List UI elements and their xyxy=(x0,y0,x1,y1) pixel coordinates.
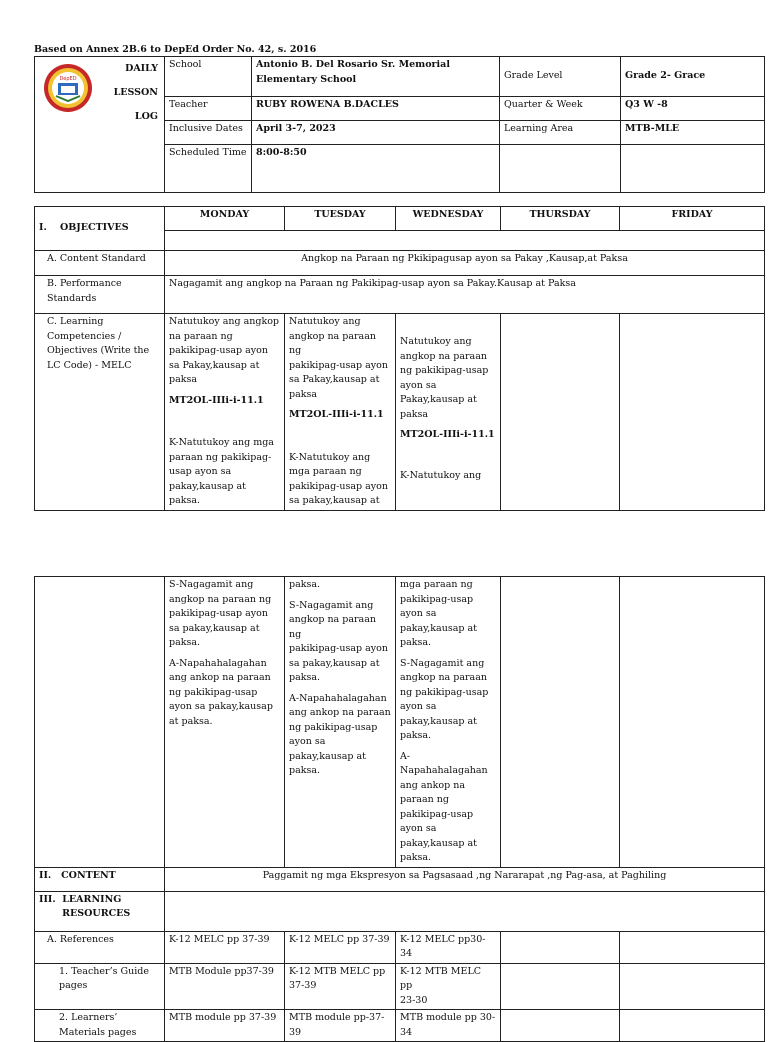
references-tuesday: K-12 MELC pp 37-39 xyxy=(285,931,396,963)
empty-row xyxy=(165,891,765,931)
tuesday-objectives-continued: paksa. S-Nagagamit ang angkop na paraan ng pakikipag-usap ayon sa pakay,kausap at paksa. A-Napahahalagahan ang ankop na paraan ng pakikipag-usap ayon sa pakay,kausap at paksa. xyxy=(285,577,396,868)
dates-value: April 3-7, 2023 xyxy=(252,121,500,145)
learners-materials-wednesday: MTB module pp 30- 34 xyxy=(396,1010,501,1042)
scheduled-time-label: Scheduled Time xyxy=(165,145,252,193)
teacher-value: RUBY ROWENA B.DACLES xyxy=(252,97,500,121)
lesson-continued-table xyxy=(34,576,765,1042)
daily-lesson-log-title: DAILY LESSON LOG xyxy=(113,63,158,122)
empty-cell xyxy=(501,963,620,1010)
empty-cell xyxy=(500,145,621,193)
empty-cell xyxy=(621,145,765,193)
content-standard-value: Angkop na Paraan ng Pkikipagusap ayon sa Pakay ,Kausap,at Paksa xyxy=(165,251,765,276)
day-header-thursday: THURSDAY xyxy=(501,207,620,231)
references-monday: K-12 MELC pp 37-39 xyxy=(165,931,285,963)
teachers-guide-label: 1. Teacher’s Guide pages xyxy=(35,963,165,1010)
day-header-monday: MONDAY xyxy=(165,207,285,231)
empty-cell xyxy=(35,577,165,868)
day-header-tuesday: TUESDAY xyxy=(285,207,396,231)
references-wednesday: K-12 MELC pp30-34 xyxy=(396,931,501,963)
logo-cell xyxy=(35,57,165,193)
empty-cell xyxy=(620,1010,765,1042)
objectives-table xyxy=(34,206,765,511)
learning-resources-label: III. LEARNING RESOURCES xyxy=(35,891,165,931)
school-label: School xyxy=(165,57,252,97)
performance-standards-value: Nagagamit ang angkop na Paraan ng Pakikipag-usap ayon sa Pakay.Kausap at Paksa xyxy=(165,276,765,314)
empty-cell xyxy=(620,931,765,963)
performance-standards-label: B. Performance Standards xyxy=(35,276,165,314)
content-label: II. CONTENT xyxy=(35,867,165,891)
learners-materials-monday: MTB module pp 37-39 xyxy=(165,1010,285,1042)
content-value: Paggamit ng mga Ekspresyon sa Pagsasaad ,ng Nararapat ,ng Pag-asa, at Paghiling xyxy=(165,867,765,891)
logo-label: DepED xyxy=(59,76,77,82)
dates-label: Inclusive Dates xyxy=(165,121,252,145)
wednesday-objectives: Natutukoy ang angkop na paraan ng pakikipag-usap ayon sa Pakay,kausap at paksa MT2OL-IIIi-i-11.1 K-Natutukoy ang xyxy=(396,314,501,511)
learning-competencies-label: C. Learning Competencies / Objectives (Write the LC Code) - MELC xyxy=(35,314,165,511)
empty-row xyxy=(165,231,765,251)
empty-cell xyxy=(501,1010,620,1042)
teacher-label: Teacher xyxy=(165,97,252,121)
teachers-guide-monday: MTB Module pp37-39 xyxy=(165,963,285,1010)
header-table xyxy=(34,56,765,193)
friday-objectives xyxy=(620,314,765,511)
learning-area-label: Learning Area xyxy=(500,121,621,145)
annex-reference-note: Based on Annex 2B.6 to DepEd Order No. 42, s. 2016 xyxy=(34,44,317,55)
empty-cell xyxy=(501,931,620,963)
friday-objectives-continued xyxy=(620,577,765,868)
content-standard-label: A. Content Standard xyxy=(35,251,165,276)
school-value: Antonio B. Del Rosario Sr. Memorial Elementary School xyxy=(252,57,500,97)
scheduled-time-value: 8:00-8:50 xyxy=(252,145,500,193)
monday-objectives-continued: S-Nagagamit ang angkop na paraan ng pakikipag-usap ayon sa pakay,kausap at paksa. A-Napahahalagahan ang ankop na paraan ng pakikipag-usap ayon sa pakay,kausap at paksa. xyxy=(165,577,285,868)
thursday-objectives-continued xyxy=(501,577,620,868)
quarter-label: Quarter & Week xyxy=(500,97,621,121)
grade-level-label: Grade Level xyxy=(500,57,621,97)
day-header-wednesday: WEDNESDAY xyxy=(396,207,501,231)
references-label: A. References xyxy=(35,931,165,963)
empty-cell xyxy=(620,963,765,1010)
thursday-objectives xyxy=(501,314,620,511)
wednesday-objectives-continued: mga paraan ng pakikipag-usap ayon sa pakay,kausap at paksa. S-Nagagamit ang angkop na paraan ng pakikipag-usap ayon sa pakay,kausap at paksa. A-Napahahalagahan ang ankop na paraan ng pakikipag-usap ayon sa pakay,kausap at paksa. xyxy=(396,577,501,868)
quarter-value: Q3 W -8 xyxy=(621,97,765,121)
deped-seal-icon xyxy=(43,63,93,113)
teachers-guide-tuesday: K-12 MTB MELC pp 37-39 xyxy=(285,963,396,1010)
teachers-guide-wednesday: K-12 MTB MELC pp 23-30 xyxy=(396,963,501,1010)
grade-level-value: Grade 2- Grace xyxy=(621,57,765,97)
monday-objectives: Natutukoy ang angkop na paraan ng pakikipag-usap ayon sa Pakay,kausap at paksa MT2OL-IIIi-i-11.1 K-Natutukoy ang mga paraan ng pakikipag- usap ayon sa pakay,kausap at paksa. xyxy=(165,314,285,511)
objectives-title: I. OBJECTIVES xyxy=(35,207,165,251)
day-header-friday: FRIDAY xyxy=(620,207,765,231)
learners-materials-tuesday: MTB module pp-37- 39 xyxy=(285,1010,396,1042)
learners-materials-label: 2. Learners’ Materials pages xyxy=(35,1010,165,1042)
learning-area-value: MTB-MLE xyxy=(621,121,765,145)
tuesday-objectives: Natutukoy ang angkop na paraan ng pakikipag-usap ayon sa Pakay,kausap at paksa MT2OL-IIIi-i-11.1 K-Natutukoy ang mga paraan ng pakikipag-usap ayon sa pakay,kausap at xyxy=(285,314,396,511)
